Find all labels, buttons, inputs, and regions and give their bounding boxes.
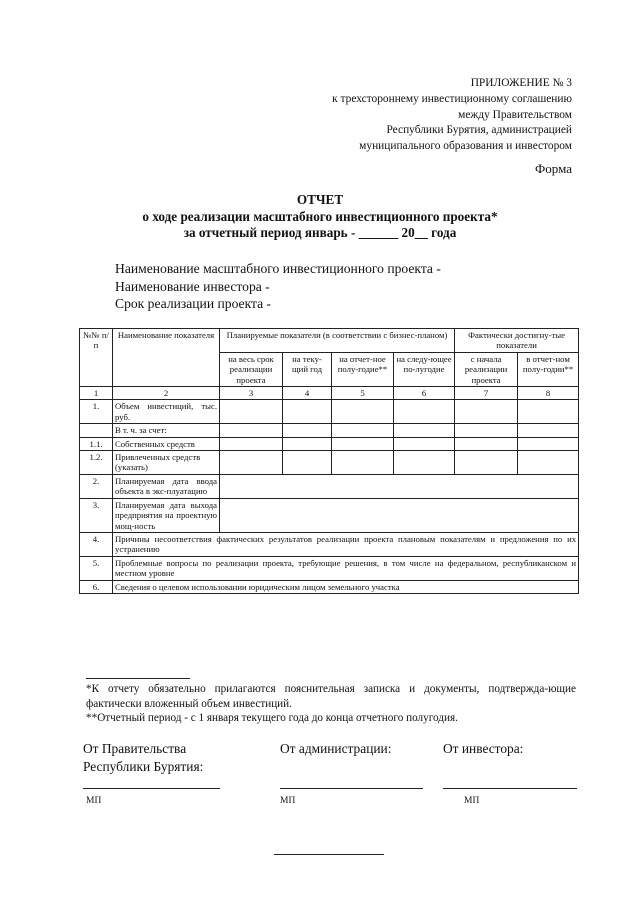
stamp-place-investor: МП [464,796,480,806]
table-row [80,474,579,498]
footnote-divider [86,678,190,679]
row-label: В т. ч. за счет: [113,424,220,437]
table-row [80,556,579,580]
signature-investor: От инвестора: [443,741,524,756]
header-indicator: Наименование показателя [113,329,220,387]
report-table [79,328,579,594]
signature-line-government [83,788,220,789]
table-row [80,580,579,593]
column-number-row [80,387,579,400]
project-name-label: Наименование масштабного инвестиционного проекта - [115,261,441,276]
signature-line-administration [280,788,423,789]
footnote-1: *К отчету обязательно прилагаются пояснительная записка и документы, подтвержда-ющие фактически вложенный объем инвестиций. [86,683,576,710]
row-number: 4. [80,532,113,556]
signature-government [83,740,203,775]
table-cell [518,437,579,450]
table-cell [283,451,332,475]
appendix-header [332,76,572,155]
table-row [80,498,579,532]
row-number: 2. [80,474,113,498]
column-number: 7 [455,387,518,400]
table-row [80,424,579,437]
row-label: Привлеченных средств (указать) [113,451,220,475]
investor-name-label: Наименование инвестора - [115,278,270,294]
table-cell [518,400,579,424]
row-number: 1. [80,400,113,424]
subheader-cell: на отчет-ное полу-годие** [332,352,394,386]
row-number: 6. [80,580,113,593]
subheader-cell: на весь срок реализации проекта [220,352,283,386]
table-cell [220,424,283,437]
table-cell [220,437,283,450]
row-label: Причины несоответствия фактических результатов реализации проекта плановым показателям и предложения по их устранению [113,532,579,556]
appendix-line: между Правительством [458,108,572,121]
table-cell [220,400,283,424]
stamp-place-government: МП [86,796,102,806]
table-cell [518,451,579,475]
row-label: Собственных средств [113,437,220,450]
merged-cell [220,498,579,532]
stamp-place-administration: МП [280,796,296,806]
header-actual: Фактически достигну-тые показатели [455,329,579,353]
row-label: Проблемные вопросы по реализации проекта, требующие решения, в том числе на федеральном, республиканском и местном уровне [113,556,579,580]
report-title [0,192,640,242]
table-row [80,451,579,475]
appendix-line: к трехстороннему инвестиционному соглашению [332,92,572,105]
appendix-line: Республики Бурятия, администрацией [386,124,572,137]
row-number: 3. [80,498,113,532]
table-cell [220,451,283,475]
subheader-cell: в отчет-ном полу-годии** [518,352,579,386]
table-cell [283,400,332,424]
table-cell [283,437,332,450]
header-planned: Планируемые показатели (в соответствии с бизнес-планом) [220,329,455,353]
table-cell [283,424,332,437]
table-cell [455,400,518,424]
table-row [80,437,579,450]
signature-government-line2: Республики Бурятия: [83,758,204,774]
form-label: Форма [535,161,572,176]
subheader-cell: с начала реализации проекта [455,352,518,386]
table-cell [518,424,579,437]
footnote-2: **Отчетный период - с 1 января текущего года до конца отчетного полугодия. [86,712,458,725]
row-number [80,424,113,437]
title-line-1: ОТЧЕТ [296,192,344,207]
column-number: 3 [220,387,283,400]
row-number: 5. [80,556,113,580]
signature-administration: От администрации: [280,741,392,756]
table-header-row [80,329,579,353]
table-cell [332,424,394,437]
subheader-cell: на следу-ющее по-лугодие [394,352,455,386]
subheader-cell: на теку-щий год [283,352,332,386]
footnotes [86,682,576,726]
signature-line-investor [443,788,577,789]
table-cell [332,437,394,450]
project-meta [115,260,441,313]
column-number: 8 [518,387,579,400]
title-line-3: за отчетный период январь - ______ 20__ года [183,225,457,240]
table-cell [394,437,455,450]
table-cell [394,400,455,424]
signature-government-line1: От Правительства [83,741,187,756]
row-label: Планируемая дата выхода предприятия на проектную мощ-ность [113,498,220,532]
row-label: Планируемая дата ввода объекта в экс-плуатацию [113,474,220,498]
bottom-divider [274,854,384,855]
column-number: 2 [113,387,220,400]
column-number: 4 [283,387,332,400]
table-cell [394,451,455,475]
row-label: Сведения о целевом использовании юридическим лицом земельного участка [113,580,579,593]
table-cell [455,451,518,475]
table-cell [455,437,518,450]
appendix-line: ПРИЛОЖЕНИЕ № 3 [470,77,572,89]
table-cell [332,400,394,424]
table-row [80,400,579,424]
table-row [80,532,579,556]
column-number: 1 [80,387,113,400]
table-cell [332,451,394,475]
row-number: 1.1. [80,437,113,450]
column-number: 6 [394,387,455,400]
merged-cell [220,474,579,498]
appendix-line: муниципального образования и инвестором [359,140,572,153]
header-num: №№ п/п [80,329,113,387]
column-number: 5 [332,387,394,400]
title-line-2: о ходе реализации масштабного инвестиционного проекта* [142,208,498,224]
row-label: Объем инвестиций, тыс. руб. [113,400,220,424]
row-number: 1.2. [80,451,113,475]
project-term-label: Срок реализации проекта - [115,296,272,312]
table-cell [455,424,518,437]
table-cell [394,424,455,437]
